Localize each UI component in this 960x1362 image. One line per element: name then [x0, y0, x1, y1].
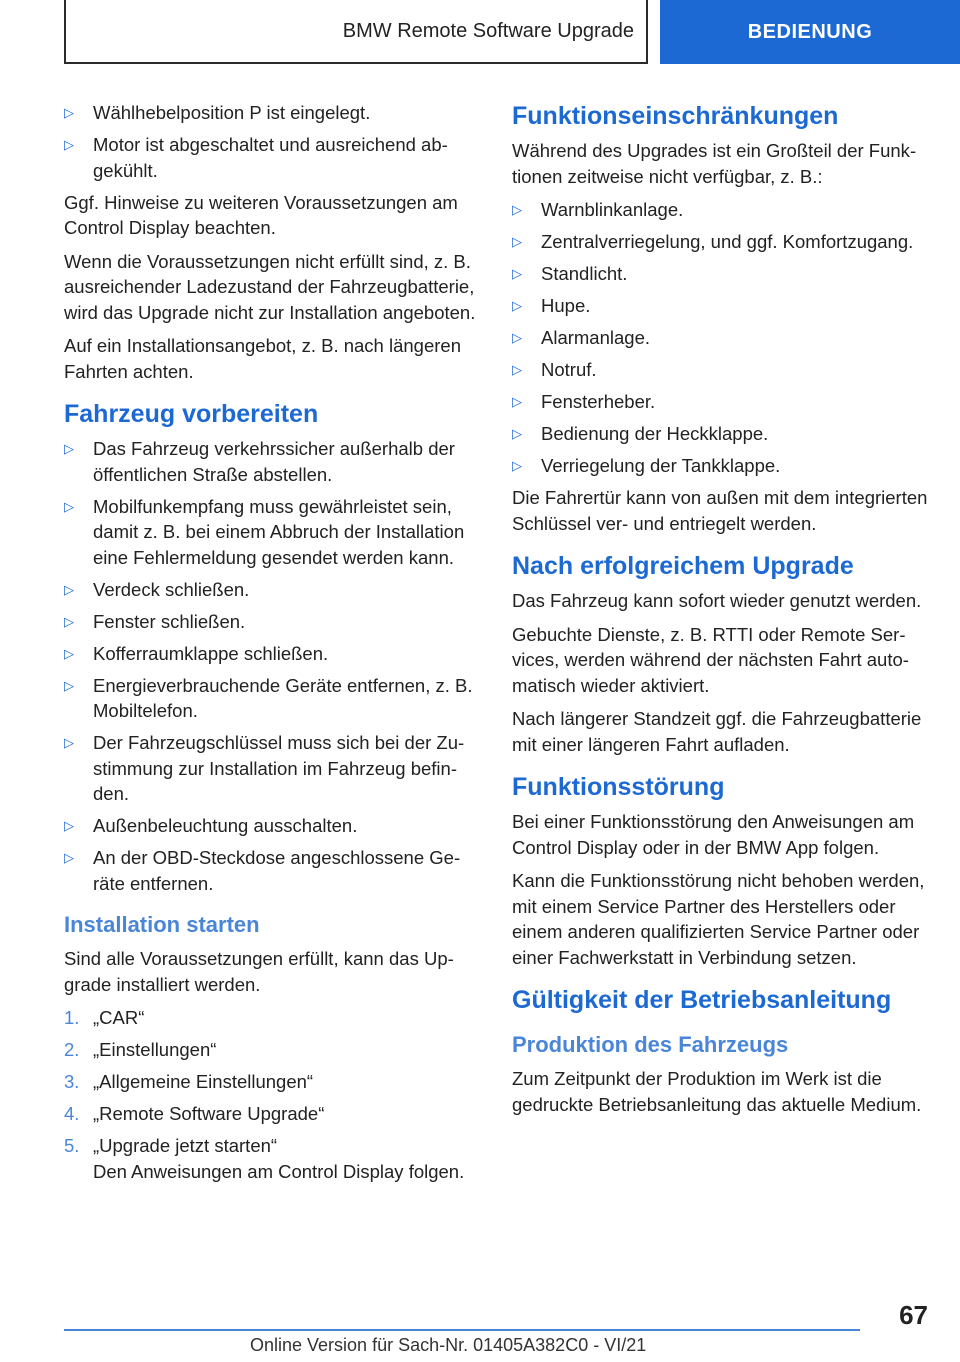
- list-item: ▷ Alarmanlage.: [512, 325, 928, 351]
- list-item: ▷ Verriegelung der Tankklappe.: [512, 453, 928, 479]
- list-item: ▷ Kofferraumklappe schließen.: [64, 641, 476, 667]
- list-item: ▷ An der OBD-Steckdose angeschlossene Geräte entfernen.: [64, 845, 476, 896]
- left-column: [64, 100, 476, 1191]
- list-item: ▷ Notruf.: [512, 357, 928, 383]
- limits-list: [512, 197, 928, 479]
- list-item: ▷ Bedienung der Heckklappe.: [512, 421, 928, 447]
- paragraph: Während des Upgrades ist ein Großteil der Funktionen zeitweise nicht verfügbar, z. B.:: [512, 140, 917, 187]
- list-item: ▷ Motor ist abgeschaltet und ausreichend abgekühlt.: [64, 132, 476, 183]
- header-section-title: BMW Remote Software Upgrade: [342, 19, 634, 42]
- paragraph: Gebuchte Dienste, z. B. RTTI oder Remote Services, werden während der nächsten Fahrt automatisch wieder aktiviert.: [512, 623, 909, 696]
- step-item: [64, 1037, 476, 1063]
- list-item: ▷ Standlicht.: [512, 261, 928, 287]
- paragraph: Die Fahrertür kann von außen mit dem integrierten Schlüssel ver- und entriegelt werden.: [512, 487, 928, 534]
- footer-text: Online Version für Sach-Nr. 01405A382C0 - VI/21: [250, 1335, 647, 1355]
- header-section-box: [64, 0, 648, 64]
- list-item: ▷ Energieverbrauchende Geräte entfernen, z. B. Mobiltelefon.: [64, 673, 476, 724]
- list-item: ▷ Fenster schließen.: [64, 609, 476, 635]
- paragraph: Sind alle Voraussetzungen erfüllt, kann das Upgrade installiert werden.: [64, 948, 454, 995]
- step-text: „CAR“: [93, 1007, 145, 1028]
- step-number: 4.: [64, 1103, 80, 1124]
- heading-prepare-vehicle: Fahrzeug vorbereiten: [64, 400, 319, 428]
- step-text: „Allgemeine Einstellungen“: [93, 1071, 314, 1092]
- header-chapter-tab: [660, 0, 960, 64]
- prepare-list: [64, 436, 476, 896]
- step-item: [64, 1133, 476, 1184]
- step-text: „Remote Software Upgrade“: [93, 1103, 325, 1124]
- list-item: ▷ Hupe.: [512, 293, 928, 319]
- paragraph: Ggf. Hinweise zu weiteren Voraussetzungen am Control Display beachten.: [64, 191, 458, 238]
- step-subtext: Den Anweisungen am Control Display folgen.: [93, 1160, 465, 1182]
- installation-steps: [64, 1005, 476, 1184]
- heading-malfunction: Funktionsstörung: [512, 773, 725, 801]
- step-item: [64, 1069, 476, 1095]
- step-item: [64, 1101, 476, 1127]
- heading-vehicle-production: Produktion des Fahrzeugs: [512, 1032, 789, 1057]
- list-item: ▷ Das Fahrzeug verkehrssicher außerhalb der öffentlichen Straße abstellen.: [64, 436, 476, 487]
- paragraph: Kann die Funktionsstörung nicht behoben werden, mit einem Service Partner des Herstellers oder einem anderen qualifizierten Service Partner oder einer Fachwerkstatt in Verbindung setzen.: [512, 870, 925, 968]
- step-number: 3.: [64, 1071, 80, 1092]
- list-item: ▷ Verdeck schließen.: [64, 577, 476, 603]
- paragraph: Zum Zeitpunkt der Produktion im Werk ist die gedruckte Betriebsanleitung das aktuelle Medium.: [512, 1068, 922, 1115]
- step-number: 5.: [64, 1135, 80, 1156]
- page-number: 67: [899, 1300, 928, 1330]
- list-item: ▷ Außenbeleuchtung ausschalten.: [64, 813, 476, 839]
- paragraph: Wenn die Voraussetzungen nicht erfüllt sind, z. B. ausreichender Ladezustand der Fahrzeugbatterie, wird das Upgrade nicht zur Installation angeboten.: [64, 250, 476, 323]
- heading-start-installation: Installation starten: [64, 912, 260, 937]
- header-chapter-label: BEDIENUNG: [747, 20, 873, 43]
- requirements-list: [64, 100, 476, 183]
- step-number: 1.: [64, 1007, 80, 1028]
- heading-manual-validity: Gültigkeit der Betriebsanleitung: [512, 986, 892, 1014]
- list-item: ▷ Mobilfunkempfang muss gewährleistet sein, damit z. B. bei einem Abbruch der Installation eine Fehlermeldung gesendet werden kann.: [64, 494, 476, 571]
- heading-after-upgrade: Nach erfolgreichem Upgrade: [512, 552, 854, 580]
- list-item: ▷ Warnblinkanlage.: [512, 197, 928, 223]
- list-item: ▷ Fensterheber.: [512, 389, 928, 415]
- paragraph: Bei einer Funktionsstörung den Anweisungen am Control Display oder in der BMW App folgen.: [512, 811, 915, 858]
- step-text: „Upgrade jetzt starten“: [93, 1135, 278, 1156]
- list-item: ▷ Zentralverriegelung, und ggf. Komfortzugang.: [512, 229, 928, 255]
- paragraph: Nach längerer Standzeit ggf. die Fahrzeugbatterie mit einer längeren Fahrt aufladen.: [512, 708, 922, 755]
- step-number: 2.: [64, 1039, 80, 1060]
- step-item: [64, 1005, 476, 1031]
- paragraph: Das Fahrzeug kann sofort wieder genutzt werden.: [512, 590, 922, 611]
- list-item: ▷ Wählhebelposition P ist eingelegt.: [64, 100, 476, 126]
- heading-function-limits: Funktionseinschränkungen: [512, 102, 839, 130]
- footer-divider: [64, 1329, 860, 1331]
- list-item: ▷ Der Fahrzeugschlüssel muss sich bei der Zustimmung zur Installation im Fahrzeug befinden.: [64, 730, 476, 807]
- paragraph: Auf ein Installationsangebot, z. B. nach längeren Fahrten achten.: [64, 335, 461, 382]
- right-column: [512, 100, 928, 1125]
- step-text: „Einstellungen“: [93, 1039, 217, 1060]
